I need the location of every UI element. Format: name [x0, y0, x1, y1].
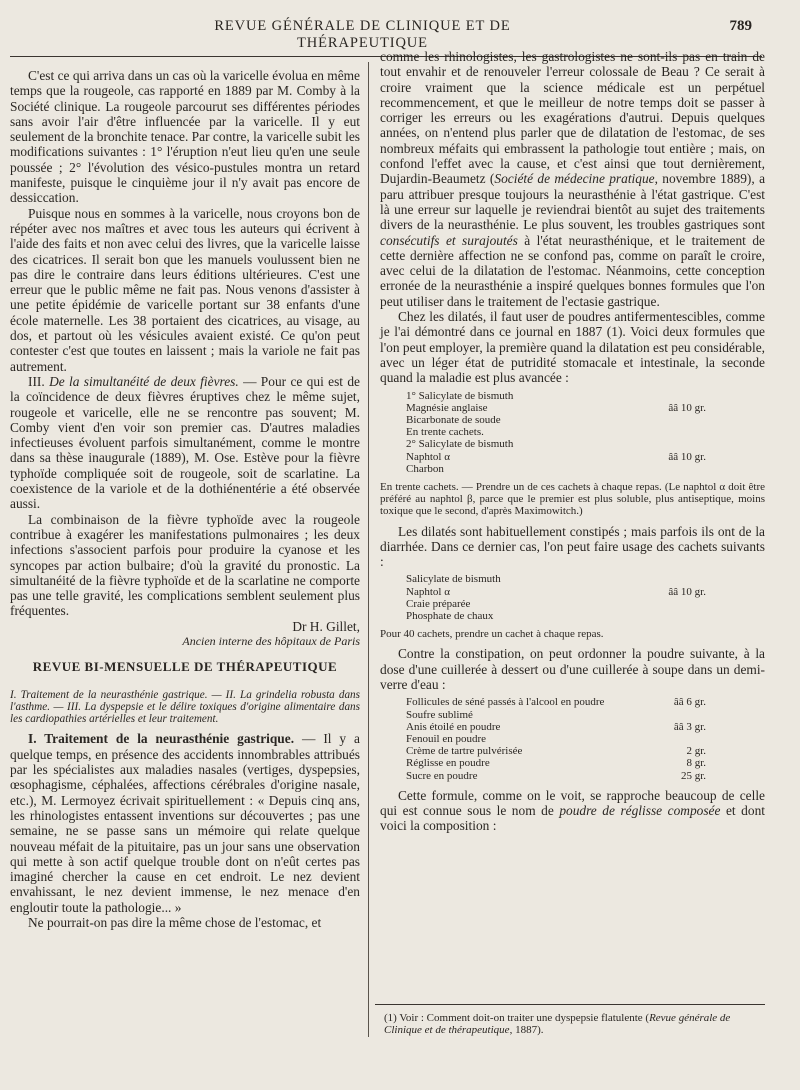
paragraph: C'est ce qui arriva dans un cas où la varicelle évolua en même temps que la rougeole, cas rapporté en 1889 par M. Comby à la Société clinique. La rougeole parcourut ses différentes périodes sans avoir l'air d'être influencée par la varicelle. Il y eut seulement de la bronchite tenace. Par contre, la varicelle subit les modifications suivantes : 1° l'éruption n'eut lieu qu'en une seule poussée ; 2° l'évolution des vésico-pustules montra un retard manifeste, puisque le cinquième jour il n'y avait pas encore de dessiccation. — [10, 68, 360, 206]
emphasis: poudre de réglisse composée — [559, 803, 721, 819]
paragraph: La combinaison de la fièvre typhoïde avec la rougeole contribue à exagérer les manifestations pulmonaires ; les deux infections s'associent parfois pour produire la cyanose et les syncopes par action bulbaire; d'où la gravité du pronostic. La simultanéité de la fièvre typhoïde et de la scarlatine ne comporte pas une telle gravité, les complications semblent seulement plus fréquentes. — [10, 511, 360, 619]
formula-3 — [406, 696, 765, 781]
paragraph-text: — Pour ce qui est de la coïncidence de deux fièvres éruptives chez le même sujet, rougeole et varicelle, elle ne se rencontre pas souvent; M. Comby vient d'en voir son premier cas. D'autres maladies infectieuses évoluent parfois simultanément, comme le montre dans sa thèse inaugurale (1889), M. Ose. Estève pour la fièvre typhoïde compliquée soit de rougeole, soit de scarlatine. La coexistence de la variole et de la dothiénentérie a été observée aussi. — [10, 373, 360, 512]
author-signature: Dr H. Gillet, — [292, 618, 360, 634]
paragraph: Puisque nous en sommes à la varicelle, nous croyons bon de répéter avec nos maîtres et avec tous les auteurs qui écrivent à l'aide des faits et non avec celui des livres, que la varicelle laisse des cicatrices. Il serait bon que les manuels voulussent bien ne pas dire le contraire dans leurs éditions ultérieures. C'est une erreur que le public même ne fait pas. Nous venons d'assister à une petite épidémie de varicelle portant sur 38 enfants d'une école maternelle. Les 38 portaient des cicatrices, au visage, au dos, et partout où les vésicules avaient existé. Ce qu'on peut contester c'est que toutes en laissent ; mais la variole ne fait pas autrement. — [10, 205, 360, 374]
emphasis: consécutifs et surajoutés — [380, 232, 518, 248]
formula-row: 1° Salicylate de bismuth — [406, 389, 514, 402]
paragraph — [10, 374, 360, 512]
formula-row: Naphtol α ââ 10 gr. — [406, 450, 706, 463]
running-title: REVUE GÉNÉRALE DE CLINIQUE ET DE THÉRAPEUTIQUE — [214, 18, 511, 51]
paragraph — [380, 49, 765, 309]
left-column — [10, 68, 360, 930]
formula-row: Soufre sublimé — [406, 708, 473, 721]
formula-row: 2° Salicylate de bismuth — [406, 438, 514, 451]
reference: Société de médecine pratique — [494, 171, 655, 187]
formula-2 — [406, 573, 765, 622]
section-heading: REVUE BI-MENSUELLE DE THÉRAPEUTIQUE — [32, 659, 338, 675]
formula-note: Pour 40 cachets, prendre un cachet à chaque repas. — [380, 628, 604, 641]
formula-row: Charbon — [406, 462, 444, 475]
paragraph-text: et dont voici la composition : — [380, 803, 765, 834]
page-number: 789 — [729, 18, 752, 34]
footnote-reference: Revue générale de Clinique et de thérapeutique — [384, 1012, 731, 1037]
formula-row: Phosphate de chaux — [406, 610, 494, 623]
paragraph: Les dilatés sont habituellement constipés ; mais parfois ils ont de la diarrhée. Dans ce dernier cas, l'on peut faire usage des cachets suivants : — [380, 523, 765, 570]
paragraph-text: comme les rhinologistes, les gastrologistes ne sont-ils pas en train de tout envahir et de renouveler l'erreur colossale de Beau ? Ce serait à croire vraiment que la science médicale est un perpétuel recommencement, et que le meilleur de notre temps doit se passer à corriger les erreurs ou les exagérations d'autrui. Depuis quelques années, on n'entend plus parler que de dilatation de l'estomac, de ses nombreux méfaits qui embrassent la pathologie tout entière ; mais, on confond l'effet avec la cause, et c'est ainsi que tout dernièrement, Dujardin-Beaumetz ( — [380, 49, 765, 187]
paragraph: Ne pourrait-on pas dire la même chose de l'estomac, et — [28, 915, 322, 931]
paragraph — [380, 788, 765, 834]
formula-row: Naphtol α ââ 10 gr. — [406, 585, 706, 598]
formula-row: En trente cachets. — [406, 426, 484, 439]
formula-row: Salicylate de bismuth — [406, 573, 501, 586]
section-number: III. — [28, 373, 45, 389]
column-divider — [368, 62, 369, 1037]
paragraph-text: à l'état neurasthénique, et le traitement de cette dernière affection ne se confond pas, comme on paraît le croire, avec celui de la dilatation de l'estomac. Néanmoins, cette conception erronée de la neurasthénie a inspiré quelques bonnes formules que l'on peut utiliser dans le traitement de l'ectasie gastrique. — [380, 232, 765, 309]
right-column — [380, 49, 765, 834]
paragraph: Chez les dilatés, il faut user de poudres antifermentescibles, comme je l'ai démontré dans ce journal en 1887 (1). Voici deux formules que l'on peut employer, la première quand la dilatation est peu considérable, avec un léger état de putridité stomacale et intestinale, la seconde quand la maladie est plus avancée : — [380, 309, 765, 386]
paragraph-text: , novembre 1889), a paru attribuer presque toujours la neurasthénie à l'état gastrique. C'est là une erreur sur laquelle je reviendrai bientôt au sujet des traitements divers de la neurasthénie. Le plus souvent, les troubles gastriques sont — [380, 171, 766, 233]
footnote-rule — [375, 1004, 765, 1005]
footnote-text: (1) Voir : Comment doit-on traiter une dyspepsie flatulente ( — [384, 1012, 650, 1024]
formula-row: Craie préparée — [406, 597, 471, 610]
formula-row: Sucre en poudre 25 gr. — [406, 769, 706, 782]
formula-1 — [406, 390, 765, 475]
article-title: I. Traitement de la neurasthénie gastrique. — [28, 731, 295, 747]
formula-row: Crème de tartre pulvérisée 2 gr. — [406, 745, 706, 758]
formula-row: Follicules de séné passés à l'alcool en poudre ââ 6 gr. — [406, 696, 706, 709]
paragraph: Contre la constipation, on peut ordonner la poudre suivante, à la dose d'une cuillerée à dessert ou d'une cuillerée à soupe dans un demi-verre d'eau : — [380, 646, 765, 693]
paragraph-text: Cette formule, comme on le voit, se rapproche beaucoup de celle qui est connue sous le nom de — [380, 787, 765, 819]
formula-row: Fenouil en poudre — [406, 732, 487, 745]
footnote-text: , 1887). — [509, 1024, 544, 1037]
section-title: De la simultanéité de deux fièvres. — [49, 373, 239, 389]
formula-row: Bicarbonate de soude — [406, 413, 501, 426]
formula-row: Anis étoilé en poudre ââ 3 gr. — [406, 720, 706, 733]
footnote — [384, 1012, 764, 1037]
paragraph — [10, 731, 360, 915]
paragraph-text: — Il y a quelque temps, en présence des accidents innombrables attribués par les spécialistes aux maladies nasales (vertiges, dyspepsies, œsophagisme, céphalées, affections cérébrales d'origine nasale, etc.), M. Lermoyez écrivait spirituellement : « Depuis cinq ans, les rhinologistes entassent inventions sur découvertes ; pas une semaine, ne se passe sans un mémoire qui relate quelque nouveau méfait de la pituitaire, pas un jour sans une observation qui mette à son actif quelque trouble dont on n'eût certes pas imaginé chercher la cause en cet endroit. Le nez devient envahissant, le nez devient immense, le nez menace d'en engloutir toute la pathologie... » — [10, 731, 361, 915]
article-summary: I. Traitement de la neurasthénie gastrique. — II. La grindelia robusta dans l'asthme. — III. La dyspepsie et le délire toxiques d'origine alimentaire dans les cardiopathies artérielles et leur traitement. — [10, 688, 360, 726]
formula-row: Réglisse en poudre 8 gr. — [406, 757, 706, 770]
author-affiliation: Ancien interne des hôpitaux de Paris — [182, 633, 360, 648]
formula-row: Magnésie anglaise ââ 10 gr. — [406, 401, 706, 414]
page-header — [0, 18, 800, 51]
formula-note: En trente cachets. — Prendre un de ces cachets à chaque repas. (Le naphtol α doit être préféré au naphtol β, parce que le premier est plus soluble, plus antiseptique, moins toxique que le second, d'après Maximowitch.) — [380, 480, 765, 518]
